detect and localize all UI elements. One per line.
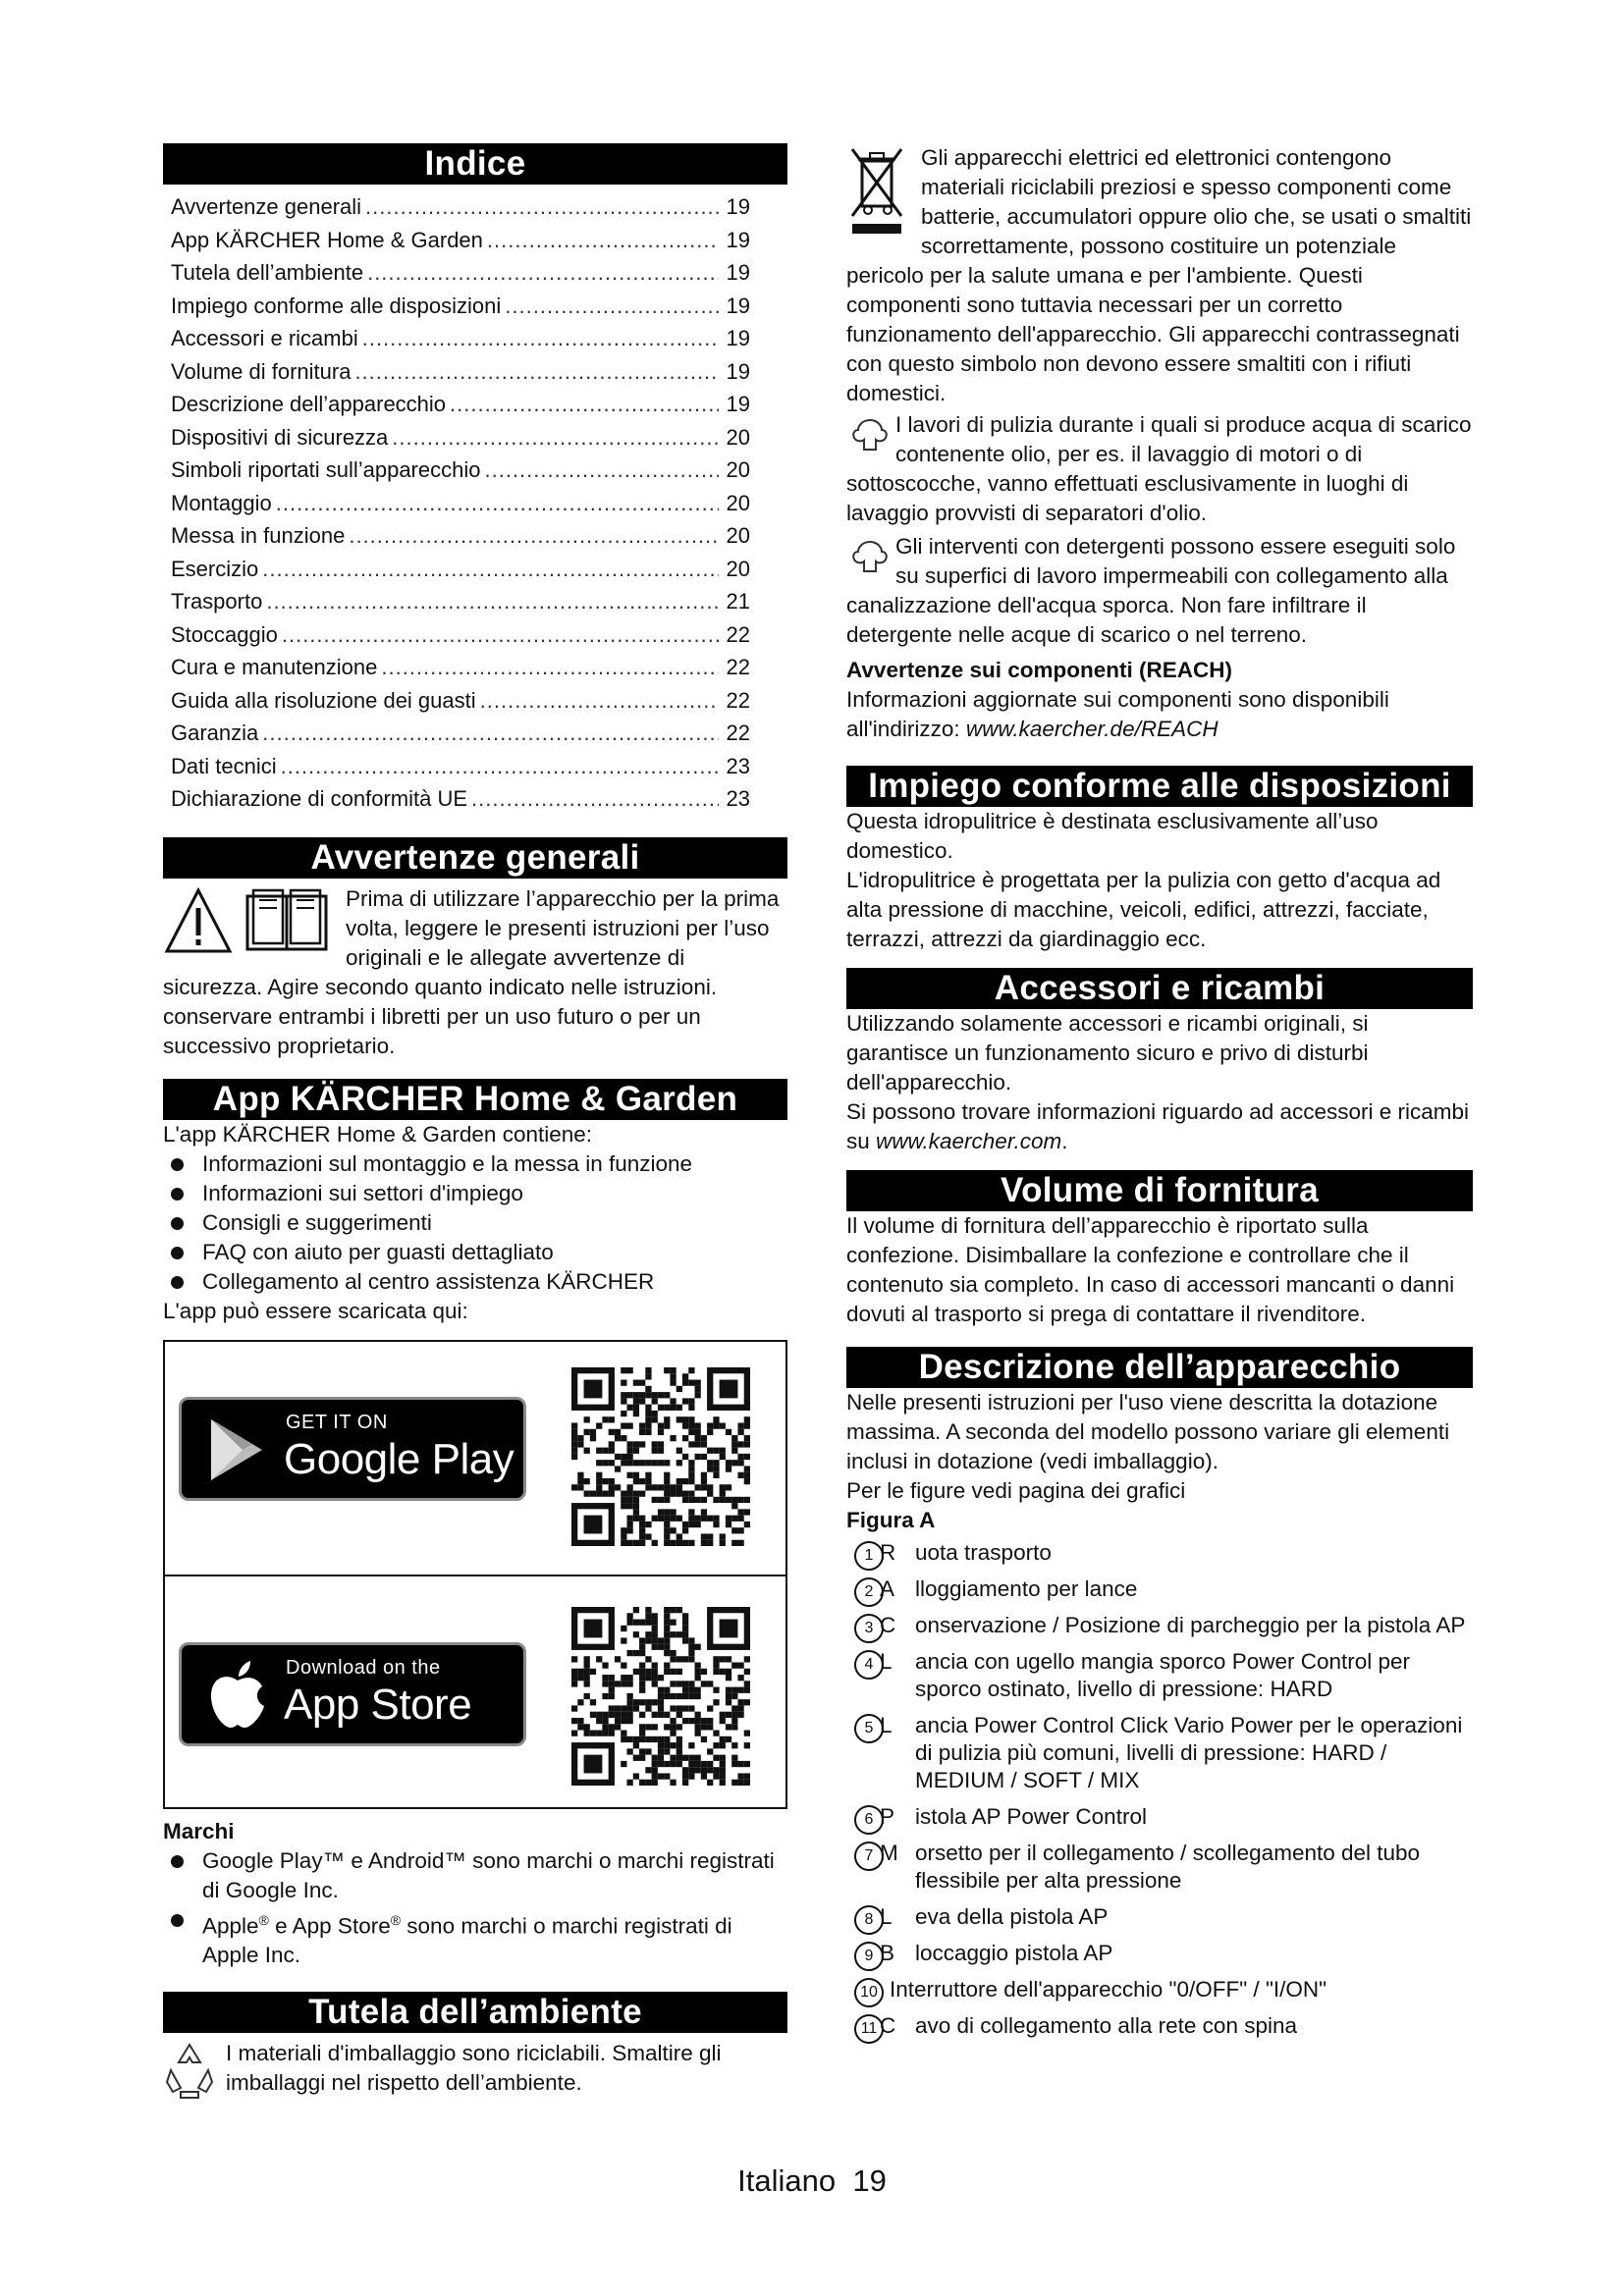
toc-row[interactable] <box>171 388 780 421</box>
qr-code-apple-icon[interactable] <box>571 1607 750 1786</box>
app-download: L'app può essere scaricata qui: <box>163 1298 468 1323</box>
toc-title: Montaggio <box>171 490 272 515</box>
footer-page-number: 19 <box>852 2163 887 2198</box>
toc-row[interactable] <box>171 717 780 750</box>
accessories-p1: Utilizzando solamente accessori e ricambi originali, si garantisce un funzionamento sicuro e privo di disturbi dell'apparecchio. <box>846 1011 1369 1095</box>
toc-page: 20 <box>726 523 750 548</box>
toc-leader <box>365 190 719 224</box>
toc-leader <box>266 585 719 618</box>
toc-row[interactable] <box>171 355 780 389</box>
toc-page: 20 <box>726 424 750 450</box>
figure-item-label: lloggiamento per lance <box>915 1576 1138 1601</box>
toc-page: 19 <box>726 358 750 384</box>
toc-row[interactable] <box>171 290 780 323</box>
toc-page: 20 <box>726 457 750 482</box>
toc-row[interactable] <box>171 454 780 487</box>
footer-language: Italiano <box>737 2163 837 2198</box>
toc-page: 21 <box>726 589 750 614</box>
general-heading: Avvertenze generali <box>163 837 787 879</box>
toc-page: 19 <box>726 392 750 416</box>
figure-item <box>846 1712 1473 1794</box>
figure-item-number: 1 <box>854 1541 884 1571</box>
figure-item-initial: M <box>880 1841 898 1865</box>
figure-item-label: ancia Power Control Click Vario Power per le operazioni di pulizia più comuni, livelli di pressione: HARD / MEDIUM / SOFT / MIX <box>915 1713 1463 1792</box>
toc-page: 20 <box>726 490 750 515</box>
app-store-box <box>163 1340 787 1809</box>
toc-title: Trasporto <box>171 589 263 614</box>
marks-apple: Apple® e App Store® sono marchi o marchi registrati di Apple Inc. <box>163 1905 787 1971</box>
app-store-small: Download on the <box>286 1656 441 1679</box>
marks-google: Google Play™ e Android™ sono marchi o marchi registrati di Google Inc. <box>163 1846 787 1905</box>
google-play-icon <box>205 1415 268 1484</box>
env-text: I materiali d'imballaggio sono riciclabili. Smaltire gli imballaggi nel rispetto dell’ambiente. <box>226 2041 722 2095</box>
figure-item <box>846 1840 1473 1895</box>
right-column <box>846 143 1473 2049</box>
figure-item-initial: C <box>880 1613 896 1637</box>
figure-item-label: loccaggio pistola AP <box>915 1941 1113 1965</box>
app-bullet-item: Consigli e suggerimenti <box>163 1208 787 1238</box>
toc-title: Dispositivi di sicurezza <box>171 424 389 450</box>
toc-page: 23 <box>726 786 750 811</box>
weee-section <box>846 143 1473 408</box>
google-play-small: GET IT ON <box>286 1411 388 1433</box>
figure-item-number: 5 <box>854 1714 884 1743</box>
toc-leader <box>450 388 719 421</box>
figure-item <box>846 1648 1473 1703</box>
figure-item-initial: C <box>880 2013 896 2038</box>
app-store-badge[interactable] <box>179 1642 526 1746</box>
toc-leader <box>262 717 719 750</box>
oil-drop-icon <box>852 418 888 452</box>
detergent-text: Gli interventi con detergenti possono essere eseguiti solo su superfici di lavoro impermeabili con collegamento alla canalizzazione dell'acqua sporca. Non fare infiltrare il detergente nelle acque di scarico o nel terreno. <box>846 534 1456 647</box>
toc-leader <box>282 618 719 652</box>
figure-item-number: 11 <box>854 2014 884 2044</box>
toc-title: Dichiarazione di conformità UE <box>171 786 468 811</box>
table-of-contents <box>163 185 787 816</box>
toc-title: Tutela dell’ambiente <box>171 260 364 285</box>
toc-title: Cura e manutenzione <box>171 655 378 679</box>
figure-item-number: 7 <box>854 1842 884 1871</box>
toc-heading: Indice <box>163 143 787 185</box>
figure-item <box>846 1976 1473 2003</box>
qr-code-google-icon[interactable] <box>571 1367 750 1546</box>
toc-title: Volume di fornitura <box>171 358 352 384</box>
toc-leader <box>484 454 719 487</box>
toc-row[interactable] <box>171 618 780 652</box>
toc-title: Descrizione dell’apparecchio <box>171 392 447 416</box>
desc-p1: Nelle presenti istruzioni per l'uso viene descritta la dotazione massima. A seconda del modello possono variare gli elementi inclusi in dotazione (vedi imballaggio). <box>846 1390 1450 1473</box>
figure-item-initial: L <box>880 1649 893 1674</box>
toc-row[interactable] <box>171 256 780 290</box>
app-bullet-item: Collegamento al centro assistenza KÄRCHER <box>163 1267 787 1297</box>
figure-item-number: 9 <box>854 1942 884 1971</box>
apple-icon <box>207 1659 268 1730</box>
toc-row[interactable] <box>171 487 780 520</box>
toc-page: 22 <box>726 655 750 679</box>
env-packaging <box>163 2039 787 2100</box>
use-p2: L'idropulitrice è progettata per la pulizia con getto d'acqua ad alta pressione di macchine, veicoli, edifici, attrezzi, facciate, terrazzi, attrezzi da giardinaggio ecc. <box>846 868 1441 951</box>
figure-item-label: onservazione / Posizione di parcheggio per la pistola AP <box>915 1613 1466 1637</box>
page-footer <box>0 2163 1624 2199</box>
toc-row[interactable] <box>171 421 780 454</box>
desc-heading: Descrizione dell’apparecchio <box>846 1347 1473 1388</box>
kaercher-link[interactable]: www.kaercher.com <box>876 1129 1062 1153</box>
toc-leader <box>262 553 719 586</box>
figure-item-initial: P <box>880 1804 895 1829</box>
toc-leader <box>381 651 719 684</box>
toc-leader <box>487 224 719 257</box>
toc-page: 22 <box>726 721 750 745</box>
toc-leader <box>362 322 719 355</box>
figure-item <box>846 2012 1473 2040</box>
use-p1: Questa idropulitrice è destinata esclusivamente all’uso domestico. <box>846 809 1379 863</box>
toc-title: Guida alla risoluzione dei guasti <box>171 687 476 713</box>
detergent-icon <box>852 540 888 573</box>
figure-item <box>846 1539 1473 1567</box>
figure-item <box>846 1940 1473 1967</box>
figure-item-number: 2 <box>854 1577 884 1607</box>
detergent-section <box>846 532 1473 650</box>
toc-page: 20 <box>726 556 750 581</box>
toc-page: 19 <box>726 227 750 252</box>
toc-page: 19 <box>726 326 750 350</box>
toc-title: Stoccaggio <box>171 621 278 647</box>
reach-heading: Avvertenze sui componenti (REACH) <box>846 658 1232 682</box>
store-divider <box>165 1575 785 1576</box>
toc-leader <box>392 421 719 454</box>
toc-row[interactable] <box>171 322 780 355</box>
toc-row[interactable] <box>171 519 780 553</box>
toc-row[interactable] <box>171 782 780 816</box>
google-play-badge[interactable] <box>179 1397 526 1501</box>
figure-item-number: 3 <box>854 1614 884 1643</box>
toc-row[interactable] <box>171 684 780 718</box>
use-heading: Impiego conforme alle disposizioni <box>846 766 1473 807</box>
toc-leader <box>367 256 719 290</box>
oil-section <box>846 410 1473 528</box>
app-bullet-list <box>163 1149 787 1297</box>
scope-p1: Il volume di fornitura dell’apparecchio è riportato sulla confezione. Disimballare la confezione e controllare che il contenuto sia completo. In caso di accessori mancanti o danni dovuti al trasporto si prega di contattare il rivenditore. <box>846 1213 1455 1326</box>
toc-row[interactable] <box>171 190 780 224</box>
general-keep: conservare entrambi i libretti per un uso futuro o per un successivo proprietario. <box>163 1003 701 1058</box>
figure-item-label: ancia con ugello mangia sporco Power Control per sporco ostinato, livello di pressione: HARD <box>915 1649 1411 1701</box>
figure-item-initial: L <box>880 1713 893 1737</box>
toc-page: 23 <box>726 753 750 778</box>
figure-list <box>846 1539 1473 2040</box>
toc-title: Impiego conforme alle disposizioni <box>171 293 502 318</box>
toc-row[interactable] <box>171 224 780 257</box>
toc-row[interactable] <box>171 651 780 684</box>
google-play-big: Google Play <box>284 1434 514 1483</box>
figure-item-number: 6 <box>854 1805 884 1835</box>
crossed-bin-icon <box>850 147 905 236</box>
toc-page: 22 <box>726 687 750 713</box>
toc-leader <box>276 487 719 520</box>
figure-item-label: Interruttore dell'apparecchio "0/OFF" / "I/ON" <box>890 1977 1327 2002</box>
figure-label: Figura A <box>846 1508 936 1532</box>
general-section <box>163 884 787 1061</box>
toc-title: Avvertenze generali <box>171 194 362 219</box>
toc-title: Messa in funzione <box>171 523 346 548</box>
toc-row[interactable] <box>171 750 780 783</box>
figure-item <box>846 1612 1473 1639</box>
toc-title: Garanzia <box>171 721 259 745</box>
figure-item <box>846 1575 1473 1603</box>
app-heading: App KÄRCHER Home & Garden <box>163 1079 787 1120</box>
accessories-heading: Accessori e ricambi <box>846 968 1473 1009</box>
toc-page: 19 <box>726 293 750 318</box>
toc-leader <box>349 519 719 553</box>
figure-item-number: 4 <box>854 1650 884 1680</box>
figure-item <box>846 1903 1473 1931</box>
toc-row[interactable] <box>171 553 780 586</box>
warning-manual-icon <box>163 886 336 957</box>
app-store-big: App Store <box>284 1680 472 1729</box>
toc-title: Accessori e ricambi <box>171 326 358 350</box>
reach-link[interactable]: www.kaercher.de/REACH <box>965 717 1218 741</box>
app-intro: L'app KÄRCHER Home & Garden contiene: <box>163 1121 593 1147</box>
recycle-icon <box>163 2041 216 2100</box>
app-bullet-item: Informazioni sui settori d'impiego <box>163 1179 787 1208</box>
marks-heading: Marchi <box>163 1818 235 1843</box>
figure-item-label: istola AP Power Control <box>915 1804 1147 1829</box>
figure-item-label: eva della pistola AP <box>915 1904 1109 1929</box>
toc-title: Simboli riportati sull’apparecchio <box>171 457 481 482</box>
desc-p2: Per le figure vedi pagina dei grafici <box>846 1478 1186 1503</box>
oil-text: I lavori di pulizia durante i quali si produce acqua di scarico contenente olio, per es. il lavaggio di motori o di sottoscocche, vanno effettuati esclusivamente in luoghi di lavaggio provvisti di separatori d'olio. <box>846 412 1472 525</box>
figure-item-label: uota trasporto <box>915 1540 1052 1565</box>
figure-item-number: 8 <box>854 1905 884 1935</box>
figure-item-label: avo di collegamento alla rete con spina <box>915 2013 1297 2038</box>
toc-row[interactable] <box>171 585 780 618</box>
weee-text: Gli apparecchi elettrici ed elettronici contengono materiali riciclabili preziosi e spesso componenti come batterie, accumulatori oppure olio che, se usati o smaltiti scorrettamente, possono costituire un potenziale pericolo per la salute umana e per l'ambiente. Questi componenti sono tuttavia necessari per un corretto funzionamento dell'apparecchio. Gli apparecchi contrassegnati con questo simbolo non devono essere smaltiti con i rifiuti domestici. <box>846 145 1472 405</box>
toc-leader <box>480 684 719 718</box>
toc-title: Dati tecnici <box>171 753 277 778</box>
figure-item-initial: R <box>880 1540 896 1565</box>
app-bullet-item: FAQ con aiuto per guasti dettagliato <box>163 1238 787 1267</box>
toc-page: 19 <box>726 260 750 285</box>
env-heading: Tutela dell’ambiente <box>163 1992 787 2033</box>
toc-title: Esercizio <box>171 556 259 581</box>
toc-page: 19 <box>726 194 750 219</box>
toc-leader <box>505 290 719 323</box>
toc-leader <box>471 782 719 816</box>
figure-item-number: 10 <box>854 1978 884 2007</box>
figure-item-initial: B <box>880 1941 895 1965</box>
left-column <box>163 143 787 2100</box>
accessories-p2: Si possono trovare informazioni riguardo ad accessori e ricambi su www.kaercher.com. <box>846 1099 1470 1153</box>
figure-item <box>846 1803 1473 1831</box>
figure-item-initial: A <box>880 1576 895 1601</box>
toc-leader <box>281 750 719 783</box>
figure-item-initial: L <box>880 1904 893 1929</box>
reach-text: Informazioni aggiornate sui componenti sono disponibili all'indirizzo: www.kaercher.de/REACH <box>846 687 1389 741</box>
figure-item-label: orsetto per il collegamento / scollegamento del tubo flessibile per alta pressione <box>915 1841 1421 1893</box>
scope-heading: Volume di fornitura <box>846 1170 1473 1211</box>
toc-title: App KÄRCHER Home & Garden <box>171 227 483 252</box>
app-bullet-item: Informazioni sul montaggio e la messa in funzione <box>163 1149 787 1179</box>
general-intro: Prima di utilizzare l’apparecchio per la prima volta, leggere le presenti istruzioni per l’uso originali e le allegate avvertenze di sicurezza. Agire secondo quanto indicato nelle istruzioni. <box>163 885 780 999</box>
toc-page: 22 <box>726 621 750 647</box>
toc-leader <box>354 355 719 389</box>
